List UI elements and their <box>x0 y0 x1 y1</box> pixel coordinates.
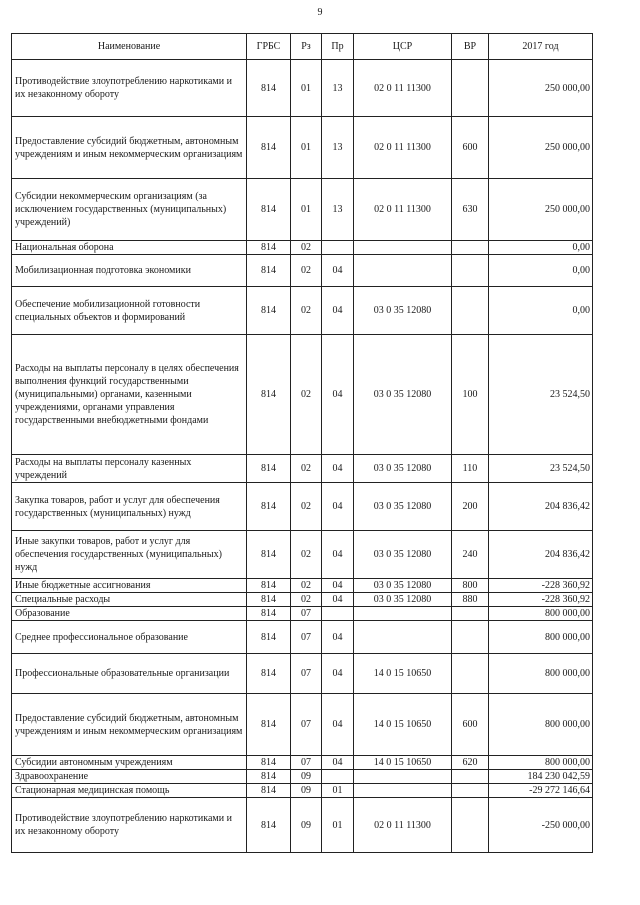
row-csr <box>354 607 452 621</box>
row-vr <box>452 241 489 255</box>
row-rz: 07 <box>291 756 322 770</box>
row-amount: 250 000,00 <box>489 179 593 241</box>
row-pr <box>322 770 354 784</box>
row-amount: 800 000,00 <box>489 756 593 770</box>
col-header-year: 2017 год <box>489 34 593 60</box>
row-vr <box>452 621 489 654</box>
row-name: Специальные расходы <box>12 593 247 607</box>
row-pr: 04 <box>322 483 354 531</box>
row-vr <box>452 607 489 621</box>
row-pr: 04 <box>322 654 354 694</box>
row-pr: 04 <box>322 694 354 756</box>
row-csr <box>354 621 452 654</box>
row-grbs: 814 <box>247 784 291 798</box>
row-rz: 01 <box>291 60 322 117</box>
row-amount: 800 000,00 <box>489 621 593 654</box>
row-csr: 14 0 15 10650 <box>354 654 452 694</box>
row-grbs: 814 <box>247 694 291 756</box>
row-amount: 250 000,00 <box>489 60 593 117</box>
row-name: Национальная оборона <box>12 241 247 255</box>
row-vr <box>452 798 489 853</box>
row-rz: 02 <box>291 241 322 255</box>
row-grbs: 814 <box>247 179 291 241</box>
row-name: Профессиональные образовательные организации <box>12 654 247 694</box>
row-pr: 04 <box>322 455 354 483</box>
row-rz: 02 <box>291 483 322 531</box>
row-pr: 01 <box>322 784 354 798</box>
table-row <box>12 579 593 593</box>
row-name: Иные бюджетные ассигнования <box>12 579 247 593</box>
row-csr: 03 0 35 12080 <box>354 455 452 483</box>
row-name: Субсидии некоммерческим организациям (за исключением государственных (муниципальных) учреждений) <box>12 179 247 241</box>
row-rz: 01 <box>291 117 322 179</box>
row-rz: 02 <box>291 455 322 483</box>
table-row <box>12 287 593 335</box>
row-amount: 800 000,00 <box>489 607 593 621</box>
row-name: Расходы на выплаты персоналу казенных учреждений <box>12 455 247 483</box>
row-vr: 110 <box>452 455 489 483</box>
row-rz: 07 <box>291 607 322 621</box>
row-grbs: 814 <box>247 531 291 579</box>
row-grbs: 814 <box>247 335 291 455</box>
table-row <box>12 593 593 607</box>
table-header-row <box>12 34 593 60</box>
row-pr: 13 <box>322 117 354 179</box>
row-pr: 04 <box>322 593 354 607</box>
row-grbs: 814 <box>247 579 291 593</box>
row-grbs: 814 <box>247 607 291 621</box>
row-rz: 02 <box>291 255 322 287</box>
row-pr: 13 <box>322 179 354 241</box>
table-row <box>12 455 593 483</box>
row-grbs: 814 <box>247 621 291 654</box>
table-row <box>12 784 593 798</box>
row-csr: 03 0 35 12080 <box>354 531 452 579</box>
row-pr <box>322 607 354 621</box>
table-row <box>12 117 593 179</box>
row-csr: 02 0 11 11300 <box>354 179 452 241</box>
row-vr: 800 <box>452 579 489 593</box>
row-rz: 02 <box>291 287 322 335</box>
row-grbs: 814 <box>247 654 291 694</box>
row-grbs: 814 <box>247 593 291 607</box>
row-rz: 02 <box>291 335 322 455</box>
row-rz: 09 <box>291 784 322 798</box>
row-vr <box>452 784 489 798</box>
table-row <box>12 179 593 241</box>
row-vr <box>452 770 489 784</box>
row-vr: 200 <box>452 483 489 531</box>
row-grbs: 814 <box>247 117 291 179</box>
row-name: Предоставление субсидий бюджетным, автономным учреждениям и иным некоммерческим организациям <box>12 694 247 756</box>
row-amount: 800 000,00 <box>489 694 593 756</box>
col-header-vr: ВР <box>452 34 489 60</box>
row-pr: 04 <box>322 335 354 455</box>
row-vr: 600 <box>452 117 489 179</box>
row-pr: 04 <box>322 756 354 770</box>
row-rz: 09 <box>291 798 322 853</box>
table-row <box>12 694 593 756</box>
row-name: Субсидии автономным учреждениям <box>12 756 247 770</box>
row-grbs: 814 <box>247 60 291 117</box>
row-rz: 01 <box>291 179 322 241</box>
row-grbs: 814 <box>247 483 291 531</box>
table-row <box>12 621 593 654</box>
row-name: Образование <box>12 607 247 621</box>
row-csr: 14 0 15 10650 <box>354 694 452 756</box>
row-vr <box>452 60 489 117</box>
table-row <box>12 335 593 455</box>
row-vr: 880 <box>452 593 489 607</box>
row-vr: 620 <box>452 756 489 770</box>
row-amount: 204 836,42 <box>489 531 593 579</box>
row-name: Обеспечение мобилизационной готовности специальных объектов и формирований <box>12 287 247 335</box>
row-csr: 03 0 35 12080 <box>354 593 452 607</box>
row-csr: 03 0 35 12080 <box>354 483 452 531</box>
table-row <box>12 531 593 579</box>
row-name: Противодействие злоупотреблению наркотиками и их незаконному обороту <box>12 60 247 117</box>
table-row <box>12 483 593 531</box>
row-amount: 0,00 <box>489 287 593 335</box>
row-rz: 07 <box>291 694 322 756</box>
row-amount: 0,00 <box>489 255 593 287</box>
row-amount: -29 272 146,64 <box>489 784 593 798</box>
row-vr: 630 <box>452 179 489 241</box>
row-csr: 03 0 35 12080 <box>354 287 452 335</box>
row-rz: 07 <box>291 621 322 654</box>
row-name: Стационарная медицинская помощь <box>12 784 247 798</box>
row-csr <box>354 241 452 255</box>
row-rz: 02 <box>291 531 322 579</box>
table-row <box>12 60 593 117</box>
row-amount: 23 524,50 <box>489 335 593 455</box>
row-grbs: 814 <box>247 455 291 483</box>
row-pr: 04 <box>322 579 354 593</box>
table-row <box>12 654 593 694</box>
row-name: Иные закупки товаров, работ и услуг для обеспечения государственных (муниципальных) нужд <box>12 531 247 579</box>
row-name: Закупка товаров, работ и услуг для обеспечения государственных (муниципальных) нужд <box>12 483 247 531</box>
row-pr: 13 <box>322 60 354 117</box>
row-csr: 02 0 11 11300 <box>354 798 452 853</box>
table-row <box>12 756 593 770</box>
row-pr: 04 <box>322 621 354 654</box>
row-pr: 01 <box>322 798 354 853</box>
table-body <box>12 60 593 853</box>
row-name: Здравоохранение <box>12 770 247 784</box>
row-rz: 02 <box>291 579 322 593</box>
row-vr: 100 <box>452 335 489 455</box>
row-pr <box>322 241 354 255</box>
row-csr: 03 0 35 12080 <box>354 579 452 593</box>
table-row <box>12 798 593 853</box>
budget-table <box>11 33 593 853</box>
col-header-rz: Рз <box>291 34 322 60</box>
row-amount: -250 000,00 <box>489 798 593 853</box>
row-name: Противодействие злоупотреблению наркотиками и их незаконному обороту <box>12 798 247 853</box>
row-amount: 204 836,42 <box>489 483 593 531</box>
row-amount: 184 230 042,59 <box>489 770 593 784</box>
row-name: Расходы на выплаты персоналу в целях обеспечения выполнения функций государственными (муниципальными) органами, казенными учреждениями, органами управления государственными внебюджетными фондами <box>12 335 247 455</box>
row-grbs: 814 <box>247 255 291 287</box>
row-grbs: 814 <box>247 770 291 784</box>
row-name: Предоставление субсидий бюджетным, автономным учреждениям и иным некоммерческим организациям <box>12 117 247 179</box>
row-csr: 03 0 35 12080 <box>354 335 452 455</box>
col-header-csr: ЦСР <box>354 34 452 60</box>
table-row <box>12 255 593 287</box>
table-row <box>12 607 593 621</box>
row-amount: -228 360,92 <box>489 593 593 607</box>
row-csr: 02 0 11 11300 <box>354 60 452 117</box>
row-csr <box>354 784 452 798</box>
col-header-pr: Пр <box>322 34 354 60</box>
row-grbs: 814 <box>247 287 291 335</box>
page-number: 9 <box>317 7 323 18</box>
row-amount: 800 000,00 <box>489 654 593 694</box>
row-csr: 02 0 11 11300 <box>354 117 452 179</box>
table-row <box>12 241 593 255</box>
row-vr: 600 <box>452 694 489 756</box>
row-pr: 04 <box>322 255 354 287</box>
table-row <box>12 770 593 784</box>
row-vr <box>452 287 489 335</box>
row-grbs: 814 <box>247 756 291 770</box>
row-rz: 02 <box>291 593 322 607</box>
row-rz: 09 <box>291 770 322 784</box>
row-grbs: 814 <box>247 798 291 853</box>
row-pr: 04 <box>322 287 354 335</box>
row-vr: 240 <box>452 531 489 579</box>
col-header-grbs: ГРБС <box>247 34 291 60</box>
col-header-name: Наименование <box>12 34 247 60</box>
row-grbs: 814 <box>247 241 291 255</box>
row-amount: 250 000,00 <box>489 117 593 179</box>
row-name: Мобилизационная подготовка экономики <box>12 255 247 287</box>
row-rz: 07 <box>291 654 322 694</box>
row-csr <box>354 770 452 784</box>
row-pr: 04 <box>322 531 354 579</box>
row-vr <box>452 654 489 694</box>
row-csr <box>354 255 452 287</box>
row-amount: -228 360,92 <box>489 579 593 593</box>
row-name: Среднее профессиональное образование <box>12 621 247 654</box>
row-csr: 14 0 15 10650 <box>354 756 452 770</box>
row-vr <box>452 255 489 287</box>
row-amount: 0,00 <box>489 241 593 255</box>
row-amount: 23 524,50 <box>489 455 593 483</box>
